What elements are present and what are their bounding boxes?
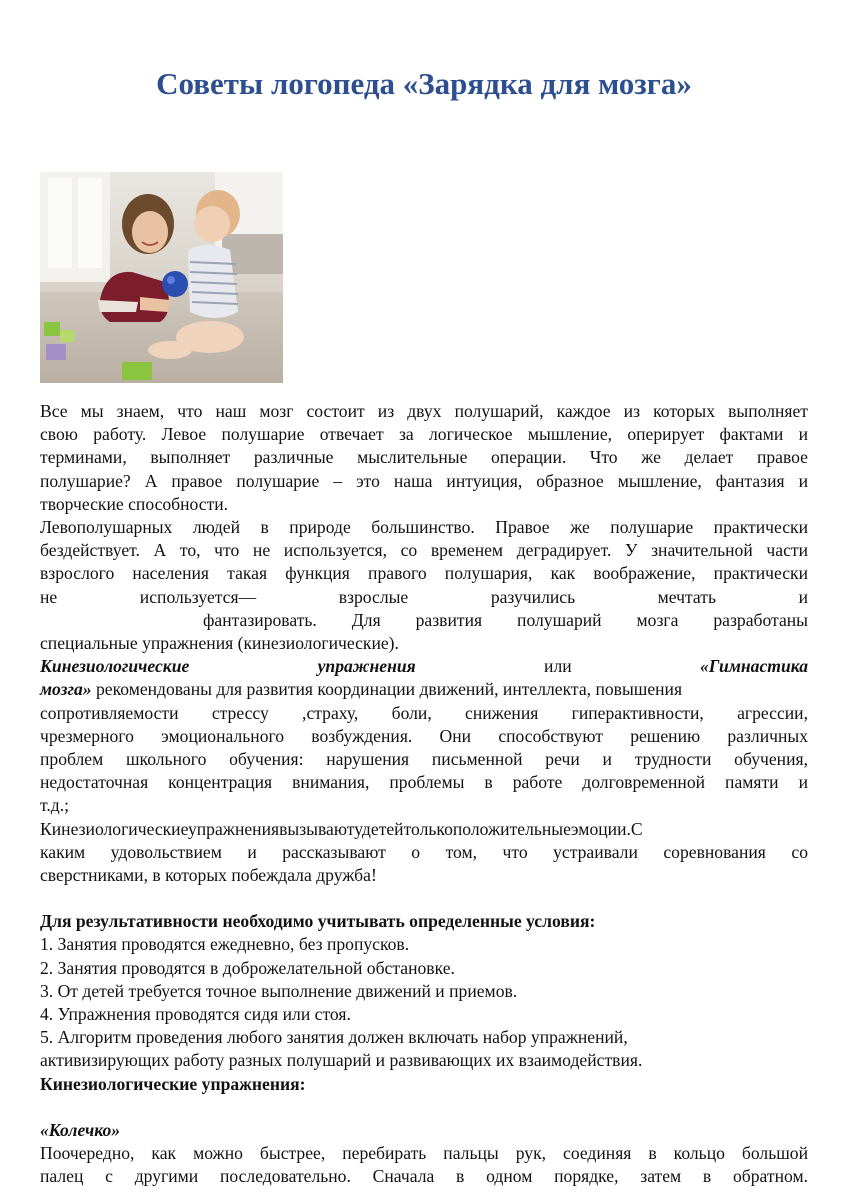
text-line: специальные упражнения (кинезиологические).: [40, 633, 399, 654]
text-line: творческие способности.: [40, 493, 229, 514]
kinesiology-paragraph: [40, 655, 808, 817]
emotions-paragraph: [40, 818, 808, 888]
intro-paragraph: [40, 400, 808, 516]
article-photo: [40, 172, 283, 383]
exercise-title: «Колечко»: [40, 1119, 121, 1140]
spacer: [40, 887, 808, 910]
text-line: т.д.;: [40, 795, 70, 816]
exercise-description: [40, 1142, 808, 1188]
text-line: недостаточная концентрация внимания, проблемы в работе долговременной памяти и: [40, 772, 808, 793]
text-line: палец с другими последовательно. Сначала в одном порядке, затем в обратном.: [40, 1166, 808, 1187]
text-fragment: рекомендованы для развития координации движений, интеллекта, повышения: [91, 679, 683, 700]
article-body: [40, 400, 808, 1189]
text-line: не используется— взрослые разучились мечтать и: [40, 586, 808, 607]
list-item: 1. Занятия проводятся ежедневно, без пропусков.: [40, 934, 410, 955]
text-line: взрослого населения такая функция правого полушария, как воображение, практически: [40, 563, 808, 584]
text-fragment: или: [544, 656, 572, 677]
hemisphere-paragraph: [40, 516, 808, 655]
list-item: 2. Занятия проводятся в доброжелательной обстановке.: [40, 957, 455, 978]
emphasis-text: «Гимнастика: [699, 656, 808, 677]
list-item: 4. Упражнения проводятся сидя или стоя.: [40, 1004, 351, 1025]
conditions-list: [40, 933, 808, 1072]
text-line: полушарие? А правое полушарие – это наша интуиция, образное мышление, фантазия и: [40, 470, 808, 491]
list-item: 3. От детей требуется точное выполнение движений и приемов.: [40, 980, 518, 1001]
text-line: чрезмерного эмоционального возбуждения. Они способствуют решению различных: [40, 725, 808, 746]
conditions-heading: Для результативности необходимо учитывать определенные условия:: [40, 911, 596, 932]
text-line: Кинезиологическиеупражнениявызываютудетейтолькоположительныеэмоции.С: [40, 818, 643, 839]
text-line: сверстниками, в которых побеждала дружба!: [40, 865, 377, 886]
text-line: [40, 655, 808, 678]
page-title: Советы логопеда «Зарядка для мозга»: [156, 66, 692, 101]
text-line: каким удовольствием и рассказывают о том, что устраивали соревнования со: [40, 841, 808, 862]
text-line: Левополушарных людей в природе большинство. Правое же полушарие практически: [40, 517, 808, 538]
text-line: [40, 678, 808, 701]
emphasis-text: Кинезиологические упражнения: [40, 656, 416, 677]
text-line: свою работу. Левое полушарие отвечает за логическое мышление, оперирует фактами и: [40, 424, 808, 445]
text-line: Поочередно, как можно быстрее, перебирать пальцы рук, соединяя в кольцо большой: [40, 1143, 808, 1164]
text-line: Все мы знаем, что наш мозг состоит из двух полушарий, каждое из которых выполняет: [40, 401, 808, 421]
text-line: бездействует. А то, что не используется, со временем деградирует. У значительной части: [40, 540, 808, 561]
list-item: 5. Алгоритм проведения любого занятия должен включать набор упражнений,: [40, 1027, 628, 1048]
text-line: фантазировать. Для развития полушарий мозга разработаны: [203, 609, 808, 630]
text-line: сопротивляемости стрессу ,страху, боли, снижения гиперактивности, агрессии,: [40, 702, 808, 723]
emphasis-text: мозга»: [40, 679, 92, 700]
text-line: терминами, выполняет различные мыслительные операции. Что же делает правое: [40, 447, 808, 468]
text-line: проблем школьного обучения: нарушения письменной речи и трудности обучения,: [40, 749, 808, 770]
spacer: [40, 1096, 808, 1119]
list-item: активизирующих работу разных полушарий и развивающих их взаимодействия.: [40, 1050, 643, 1071]
exercises-heading: Кинезиологические упражнения:: [40, 1073, 306, 1094]
